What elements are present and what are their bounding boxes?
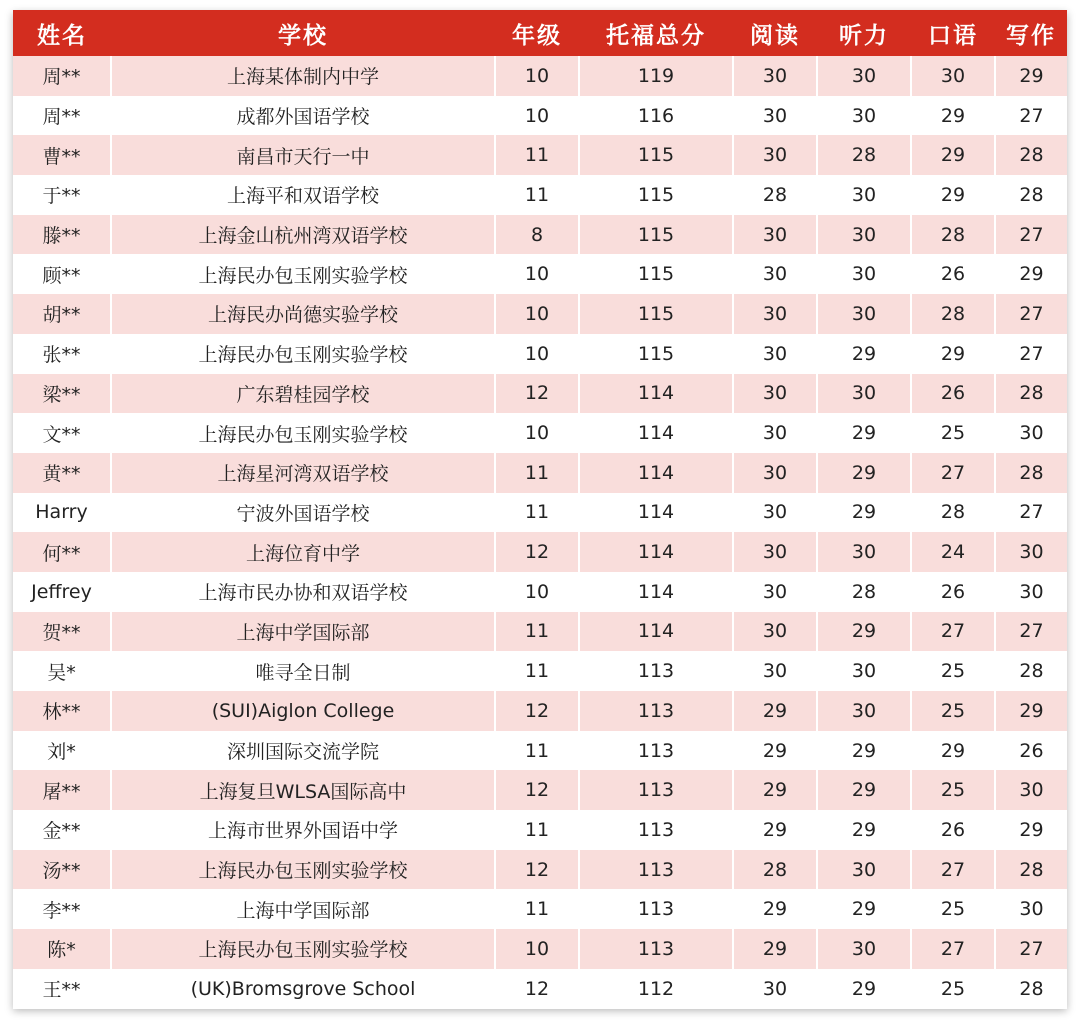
cell-grade: 12 bbox=[495, 532, 579, 572]
cell-toefl-total: 114 bbox=[579, 612, 733, 652]
cell-listening: 29 bbox=[817, 493, 911, 533]
cell-grade: 10 bbox=[495, 929, 579, 969]
cell-writing: 27 bbox=[995, 929, 1067, 969]
cell-listening: 30 bbox=[817, 96, 911, 136]
cell-speaking: 29 bbox=[911, 334, 995, 374]
cell-writing: 27 bbox=[995, 334, 1067, 374]
table-row bbox=[13, 413, 1067, 453]
cell-name: 梁** bbox=[42, 383, 81, 406]
table-row bbox=[13, 493, 1067, 533]
cell-speaking: 29 bbox=[911, 731, 995, 771]
cell-name: 张** bbox=[42, 344, 81, 367]
cell-writing: 30 bbox=[995, 413, 1067, 453]
cell-listening: 30 bbox=[817, 294, 911, 334]
cell-toefl-total: 115 bbox=[579, 175, 733, 215]
cell-writing: 28 bbox=[995, 850, 1067, 890]
cell-writing: 30 bbox=[995, 572, 1067, 612]
cell-speaking: 24 bbox=[911, 532, 995, 572]
table-row bbox=[13, 889, 1067, 929]
cell-writing: 26 bbox=[995, 731, 1067, 771]
cell-grade: 10 bbox=[495, 56, 579, 96]
column-header-reading: 阅读 bbox=[750, 22, 800, 49]
cell-toefl-total: 116 bbox=[579, 96, 733, 136]
table-row bbox=[13, 135, 1067, 175]
column-header-school: 学校 bbox=[278, 22, 328, 49]
cell-writing: 28 bbox=[995, 175, 1067, 215]
cell-reading: 29 bbox=[733, 731, 817, 771]
cell-speaking: 28 bbox=[911, 493, 995, 533]
cell-school: 上海市民办协和双语学校 bbox=[111, 572, 495, 612]
table-row bbox=[13, 215, 1067, 255]
table-row bbox=[13, 96, 1067, 136]
cell-grade: 10 bbox=[495, 96, 579, 136]
cell-school: 深圳国际交流学院 bbox=[111, 731, 495, 771]
cell-reading: 30 bbox=[733, 969, 817, 1009]
cell-reading: 30 bbox=[733, 96, 817, 136]
cell-toefl-total: 113 bbox=[579, 850, 733, 890]
cell-reading: 30 bbox=[733, 56, 817, 96]
cell-listening: 29 bbox=[817, 612, 911, 652]
cell-reading: 30 bbox=[733, 493, 817, 533]
cell-name: 林** bbox=[42, 701, 81, 724]
cell-listening: 29 bbox=[817, 889, 911, 929]
cell-listening: 30 bbox=[817, 532, 911, 572]
cell-reading: 28 bbox=[733, 175, 817, 215]
cell-speaking: 29 bbox=[911, 175, 995, 215]
cell-reading: 30 bbox=[733, 612, 817, 652]
cell-reading: 29 bbox=[733, 770, 817, 810]
header-row bbox=[13, 10, 1067, 56]
cell-speaking: 28 bbox=[911, 294, 995, 334]
cell-name: 屠** bbox=[42, 780, 81, 803]
cell-listening: 29 bbox=[817, 770, 911, 810]
cell-name: 顾** bbox=[42, 264, 81, 287]
table-row bbox=[13, 850, 1067, 890]
cell-reading: 30 bbox=[733, 532, 817, 572]
column-header-speaking: 口语 bbox=[928, 22, 978, 49]
table-row bbox=[13, 374, 1067, 414]
cell-reading: 30 bbox=[733, 294, 817, 334]
cell-name: Harry bbox=[35, 501, 88, 524]
cell-toefl-total: 114 bbox=[579, 453, 733, 493]
cell-reading: 29 bbox=[733, 810, 817, 850]
cell-grade: 10 bbox=[495, 334, 579, 374]
cell-listening: 30 bbox=[817, 175, 911, 215]
cell-writing: 27 bbox=[995, 215, 1067, 255]
table-row bbox=[13, 175, 1067, 215]
cell-speaking: 26 bbox=[911, 254, 995, 294]
cell-grade: 12 bbox=[495, 374, 579, 414]
cell-school: 上海复旦WLSA国际高中 bbox=[111, 770, 495, 810]
table-row bbox=[13, 453, 1067, 493]
cell-grade: 11 bbox=[495, 453, 579, 493]
cell-name: 胡** bbox=[42, 304, 81, 327]
cell-grade: 11 bbox=[495, 889, 579, 929]
cell-reading: 30 bbox=[733, 135, 817, 175]
cell-school: 上海某体制内中学 bbox=[111, 56, 495, 96]
table-row bbox=[13, 56, 1067, 96]
cell-grade: 10 bbox=[495, 294, 579, 334]
cell-writing: 28 bbox=[995, 374, 1067, 414]
cell-toefl-total: 115 bbox=[579, 334, 733, 374]
cell-toefl-total: 114 bbox=[579, 374, 733, 414]
cell-reading: 30 bbox=[733, 215, 817, 255]
cell-reading: 30 bbox=[733, 374, 817, 414]
cell-school: 南昌市天行一中 bbox=[111, 135, 495, 175]
cell-grade: 11 bbox=[495, 493, 579, 533]
cell-school: 上海星河湾双语学校 bbox=[111, 453, 495, 493]
table-body bbox=[13, 56, 1067, 1009]
cell-speaking: 28 bbox=[911, 215, 995, 255]
cell-school: 上海民办包玉刚实验学校 bbox=[111, 334, 495, 374]
cell-writing: 28 bbox=[995, 969, 1067, 1009]
cell-toefl-total: 114 bbox=[579, 572, 733, 612]
cell-name: 文** bbox=[42, 423, 81, 446]
cell-school: 上海民办包玉刚实验学校 bbox=[111, 850, 495, 890]
cell-school: 上海市世界外国语中学 bbox=[111, 810, 495, 850]
table-row bbox=[13, 572, 1067, 612]
cell-reading: 30 bbox=[733, 254, 817, 294]
cell-speaking: 27 bbox=[911, 453, 995, 493]
cell-toefl-total: 115 bbox=[579, 135, 733, 175]
cell-listening: 30 bbox=[817, 929, 911, 969]
table-header bbox=[13, 10, 1067, 56]
cell-reading: 30 bbox=[733, 453, 817, 493]
table-row bbox=[13, 969, 1067, 1009]
cell-listening: 29 bbox=[817, 731, 911, 771]
cell-speaking: 25 bbox=[911, 691, 995, 731]
cell-listening: 29 bbox=[817, 413, 911, 453]
cell-toefl-total: 115 bbox=[579, 254, 733, 294]
cell-toefl-total: 114 bbox=[579, 532, 733, 572]
cell-toefl-total: 114 bbox=[579, 493, 733, 533]
cell-writing: 27 bbox=[995, 612, 1067, 652]
cell-grade: 12 bbox=[495, 969, 579, 1009]
cell-reading: 29 bbox=[733, 929, 817, 969]
cell-name: 王** bbox=[42, 979, 81, 1002]
cell-speaking: 29 bbox=[911, 135, 995, 175]
cell-name: 陈* bbox=[47, 939, 76, 962]
cell-grade: 11 bbox=[495, 135, 579, 175]
cell-school: 广东碧桂园学校 bbox=[111, 374, 495, 414]
cell-name: 曹** bbox=[42, 145, 81, 168]
cell-school: 唯寻全日制 bbox=[111, 651, 495, 691]
cell-writing: 30 bbox=[995, 889, 1067, 929]
toefl-score-table bbox=[13, 10, 1067, 1009]
cell-listening: 30 bbox=[817, 651, 911, 691]
cell-speaking: 27 bbox=[911, 850, 995, 890]
cell-name: 何** bbox=[42, 542, 81, 565]
cell-writing: 27 bbox=[995, 96, 1067, 136]
table-row bbox=[13, 929, 1067, 969]
cell-speaking: 26 bbox=[911, 572, 995, 612]
cell-writing: 29 bbox=[995, 691, 1067, 731]
table-row bbox=[13, 532, 1067, 572]
cell-listening: 28 bbox=[817, 135, 911, 175]
cell-speaking: 26 bbox=[911, 374, 995, 414]
cell-name: 吴* bbox=[47, 661, 76, 684]
table-row bbox=[13, 612, 1067, 652]
cell-speaking: 25 bbox=[911, 770, 995, 810]
cell-grade: 12 bbox=[495, 691, 579, 731]
table-row bbox=[13, 334, 1067, 374]
cell-listening: 30 bbox=[817, 56, 911, 96]
cell-toefl-total: 113 bbox=[579, 810, 733, 850]
cell-school: 上海金山杭州湾双语学校 bbox=[111, 215, 495, 255]
cell-grade: 11 bbox=[495, 651, 579, 691]
cell-reading: 29 bbox=[733, 889, 817, 929]
cell-speaking: 25 bbox=[911, 651, 995, 691]
cell-name: 黄** bbox=[42, 463, 81, 486]
score-table-card bbox=[13, 10, 1067, 1008]
cell-school: (UK)Bromsgrove School bbox=[111, 969, 495, 1009]
cell-reading: 29 bbox=[733, 691, 817, 731]
cell-reading: 28 bbox=[733, 850, 817, 890]
column-header-listening: 听力 bbox=[839, 22, 889, 49]
cell-school: 上海民办包玉刚实验学校 bbox=[111, 929, 495, 969]
cell-toefl-total: 113 bbox=[579, 691, 733, 731]
cell-school: 上海中学国际部 bbox=[111, 889, 495, 929]
cell-school: 成都外国语学校 bbox=[111, 96, 495, 136]
cell-toefl-total: 112 bbox=[579, 969, 733, 1009]
cell-writing: 28 bbox=[995, 651, 1067, 691]
cell-listening: 30 bbox=[817, 374, 911, 414]
cell-writing: 28 bbox=[995, 453, 1067, 493]
cell-school: 上海民办包玉刚实验学校 bbox=[111, 254, 495, 294]
cell-writing: 27 bbox=[995, 493, 1067, 533]
column-header-toefl-total: 托福总分 bbox=[606, 22, 706, 49]
cell-listening: 29 bbox=[817, 969, 911, 1009]
cell-toefl-total: 115 bbox=[579, 215, 733, 255]
cell-school: 上海平和双语学校 bbox=[111, 175, 495, 215]
cell-grade: 12 bbox=[495, 850, 579, 890]
cell-school: 上海民办包玉刚实验学校 bbox=[111, 413, 495, 453]
cell-name: 周** bbox=[42, 106, 81, 129]
cell-speaking: 27 bbox=[911, 612, 995, 652]
cell-writing: 27 bbox=[995, 294, 1067, 334]
cell-name: 贺** bbox=[42, 621, 81, 644]
cell-listening: 29 bbox=[817, 453, 911, 493]
cell-toefl-total: 115 bbox=[579, 294, 733, 334]
table-row bbox=[13, 770, 1067, 810]
cell-listening: 30 bbox=[817, 254, 911, 294]
cell-toefl-total: 113 bbox=[579, 731, 733, 771]
cell-school: 上海中学国际部 bbox=[111, 612, 495, 652]
cell-grade: 10 bbox=[495, 572, 579, 612]
cell-listening: 30 bbox=[817, 691, 911, 731]
cell-listening: 29 bbox=[817, 810, 911, 850]
table-row bbox=[13, 294, 1067, 334]
cell-reading: 30 bbox=[733, 572, 817, 612]
cell-grade: 12 bbox=[495, 770, 579, 810]
cell-name: 于** bbox=[42, 185, 81, 208]
column-header-grade: 年级 bbox=[512, 22, 562, 49]
cell-speaking: 26 bbox=[911, 810, 995, 850]
cell-toefl-total: 119 bbox=[579, 56, 733, 96]
table-row bbox=[13, 254, 1067, 294]
cell-speaking: 25 bbox=[911, 889, 995, 929]
cell-speaking: 30 bbox=[911, 56, 995, 96]
cell-speaking: 25 bbox=[911, 413, 995, 453]
column-header-name: 姓名 bbox=[37, 22, 87, 49]
table-row bbox=[13, 691, 1067, 731]
cell-writing: 29 bbox=[995, 810, 1067, 850]
cell-name: 滕** bbox=[42, 225, 81, 248]
cell-grade: 10 bbox=[495, 254, 579, 294]
cell-speaking: 29 bbox=[911, 96, 995, 136]
cell-toefl-total: 113 bbox=[579, 929, 733, 969]
cell-grade: 11 bbox=[495, 810, 579, 850]
cell-name: 刘* bbox=[47, 741, 76, 764]
cell-writing: 29 bbox=[995, 56, 1067, 96]
cell-speaking: 25 bbox=[911, 969, 995, 1009]
cell-listening: 29 bbox=[817, 334, 911, 374]
table-row bbox=[13, 810, 1067, 850]
cell-school: (SUI)Aiglon College bbox=[111, 691, 495, 731]
cell-toefl-total: 113 bbox=[579, 770, 733, 810]
column-header-writing: 写作 bbox=[1006, 22, 1056, 49]
cell-listening: 30 bbox=[817, 850, 911, 890]
cell-writing: 28 bbox=[995, 135, 1067, 175]
cell-writing: 30 bbox=[995, 532, 1067, 572]
cell-school: 宁波外国语学校 bbox=[111, 493, 495, 533]
cell-grade: 10 bbox=[495, 413, 579, 453]
cell-reading: 30 bbox=[733, 334, 817, 374]
cell-name: Jeffrey bbox=[31, 580, 92, 603]
cell-writing: 29 bbox=[995, 254, 1067, 294]
cell-toefl-total: 113 bbox=[579, 889, 733, 929]
cell-grade: 8 bbox=[495, 215, 579, 255]
cell-grade: 11 bbox=[495, 731, 579, 771]
table-row bbox=[13, 731, 1067, 771]
cell-school: 上海民办尚德实验学校 bbox=[111, 294, 495, 334]
cell-name: 周** bbox=[42, 66, 81, 89]
cell-name: 李** bbox=[42, 899, 81, 922]
table-row bbox=[13, 651, 1067, 691]
cell-listening: 28 bbox=[817, 572, 911, 612]
cell-toefl-total: 113 bbox=[579, 651, 733, 691]
cell-writing: 30 bbox=[995, 770, 1067, 810]
cell-name: 金** bbox=[42, 820, 81, 843]
cell-school: 上海位育中学 bbox=[111, 532, 495, 572]
cell-grade: 11 bbox=[495, 175, 579, 215]
cell-toefl-total: 114 bbox=[579, 413, 733, 453]
cell-listening: 30 bbox=[817, 215, 911, 255]
cell-reading: 30 bbox=[733, 413, 817, 453]
cell-grade: 11 bbox=[495, 612, 579, 652]
cell-speaking: 27 bbox=[911, 929, 995, 969]
cell-reading: 30 bbox=[733, 651, 817, 691]
cell-name: 汤** bbox=[42, 860, 81, 883]
